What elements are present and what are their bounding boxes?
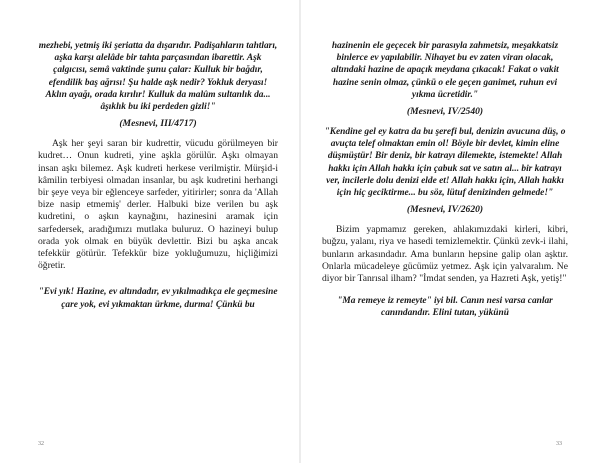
right-page [300,0,600,463]
verse-quote: "Evi yık! Hazine, ev altındadır, ev yıkılmadıkça ele geçmesine çare yok, evi yıkmaktan ürkme, durma! Çünkü bu [38,287,278,310]
verse-quote: mezhebi, yetmiş iki şeriatta da dışarıdır. Padişahların tahtları, aşka karşı alelâde bir tahta parçasından ibarettir. Aşk çalgıcısı, semâ vaktinde şunu çalar: Kulluk bir bağdır, efendilik baş ağrısı! Şu halde aşk nedir? Yokluk deryası! Aklın ayağı, orada kırılır! Kulluk da malûm sultanlık da... âşıklık bu iki perdeden gizli!" [38,41,278,113]
verse-citation: (Mesnevi, III/4717) [119,118,197,130]
right-page-content [322,40,568,320]
verse-quote: "Ma remeye iz remeyte" iyi bil. Canın nesi varsa canlar canındandır. Elini tutan, yükünü [337,296,553,319]
verse-quote: hazinenin ele geçecek bir parasıyla zahmetsiz, meşakkatsiz binlerce ev yapılabilir. Nihayet bu ev zaten viran olacak, altındaki hazine de apaçık meydana çıkacak! Fakat o vakit hazine senin olmaz, çünkü o ele geçen ganimet, ruhun evi yıkma ücretidir." [331,41,559,100]
verse-quote: "Kendine gel ey katra da bu şerefi bul, denizin avucuna düş, o avuçta telef olmaktan emin ol! Böyle bir devlet, kimin eline düşmüştür! Bir deniz, bir katrayı dilemekte, istemekte! Allah hakkı için Allah hakkı için çabuk sat ve satın al... bir katrayı ver, incilerle dolu denizi elde et! Allah hakkı için, Allah hakkı için hiç geciktirme... bu söz, lütuf denizinden gelmede!" [324,127,566,199]
left-page-content [38,40,278,311]
body-paragraph: Aşk her şeyi saran bir kudrettir, vücudu görülmeyen bir kudret… Onun kudreti, yine aşkla görülür. Aşkı olmayan insan aşkı bilemez. Aşk kudreti herkese verilmiştir. Mürşid-i kâmilin terbiyesi olmadan insanlar, bu aşk kudretini herhangi bir şeye veya bir eğlenceye sarfeder, yitirirler; sonra da 'Allah bize nasip etmemiş' derler. Halbuki bize verilen bu aşk kudretini, o aşkın kaynağını, hazinesini aramak için sarfedersek, aradığımızı mutlaka buluruz. O hazineyi bulup orada yok olmak en büyük devlettir. Bizi bu aşka ancak tefekkür götürür. Tefekkür bize yokluğumuzu, hiçliğimizi öğretir. [38,138,278,272]
body-paragraph: Bizim yapmamız gereken, ahlakımızdaki kirleri, kibri, buğzu, yalanı, riya ve hasedi temizlemektir. Çünkü zevk-i ilahi, bunların arkasındadır. Ama bunların hepsine galip olan aşktır. Onlarla mücadeleye gücümüz yetmez. Aşk için yalvaralım. Ne diyor bir Tanrısal ilham? "İmdat senden, ya Hazreti Aşk, yetiş!" [322,224,568,285]
page-number: 32 [38,441,44,447]
verse-citation: (Mesnevi, IV/2540) [406,106,484,118]
page-number: 33 [556,441,562,447]
verse-citation: (Mesnevi, IV/2620) [406,204,484,216]
